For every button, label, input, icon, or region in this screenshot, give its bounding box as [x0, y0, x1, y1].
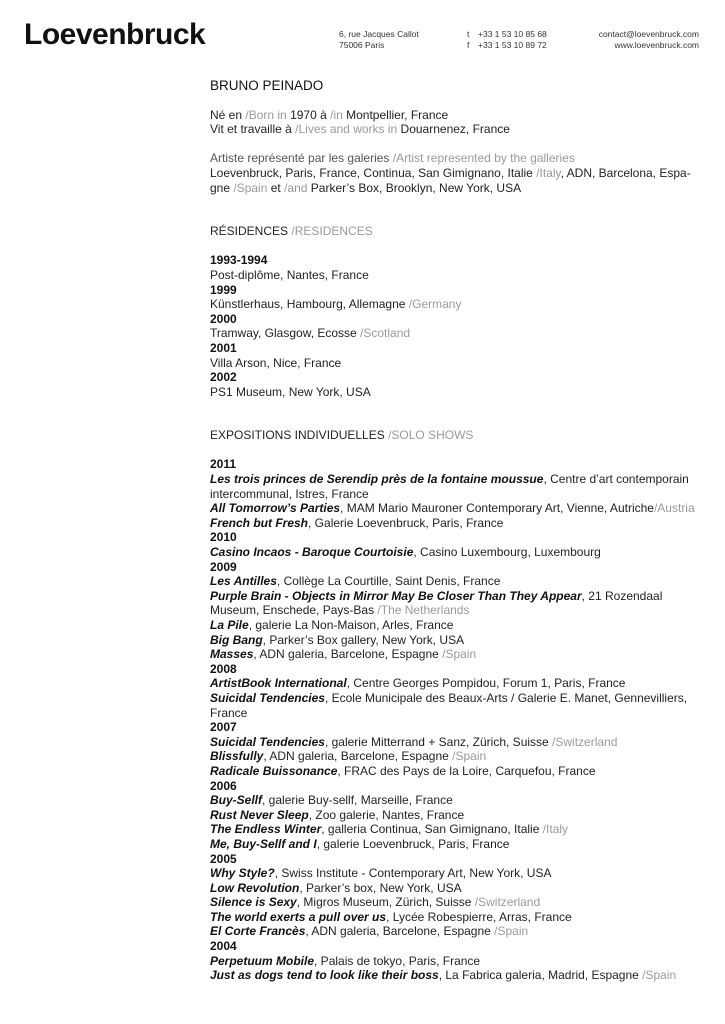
- exhibition-venue: , galerie Loevenbruck, Paris, France: [316, 836, 510, 851]
- galleries-and-en: /and: [284, 180, 308, 195]
- exhibition-entry: [210, 618, 702, 633]
- residence-text: Villa Arson, Nice, France: [210, 355, 342, 370]
- exhibition-entry: [210, 574, 702, 589]
- exhibition-venue: , Migros Museum, Zürich, Suisse: [296, 895, 475, 910]
- spacer: [210, 239, 702, 254]
- exhibition-title: Blissfully: [210, 749, 264, 764]
- phone-line: [467, 29, 547, 40]
- residence-year: 1999: [210, 282, 237, 297]
- exhibition-year: 2009: [210, 559, 237, 574]
- exhibition-year: 2007: [210, 720, 237, 735]
- bio-born-in-en: /in: [330, 107, 347, 122]
- exhibition-entry: [210, 545, 702, 560]
- header-contact: [599, 29, 699, 50]
- bio-born-year: 1970 à: [290, 107, 331, 122]
- header-address: [339, 29, 419, 50]
- residence-entry: [210, 385, 702, 400]
- exhibition-entry: [210, 589, 702, 618]
- exhibition-entry: [210, 822, 702, 837]
- exhibition-title: Purple Brain - Objects in Mirror May Be Closer Than They Appear: [210, 588, 582, 603]
- exhibition-entry: [210, 968, 702, 983]
- spacer: [210, 195, 702, 224]
- bio-lives-place: Douarnenez, France: [400, 122, 510, 137]
- exhibition-title: Les trois princes de Serendip près de la fontaine moussue: [210, 472, 544, 487]
- exhibition-entry: [210, 954, 702, 969]
- phone-prefix: t: [467, 29, 470, 39]
- residence-text: Post-diplôme, Nantes, France: [210, 267, 369, 282]
- galleries-et: et: [267, 180, 285, 195]
- exhibition-title: La Pile: [210, 618, 249, 632]
- solo-heading-en: /SOLO SHOWS: [388, 428, 474, 443]
- exhibition-venue: , galleria Continua, San Gimignano, Italie: [321, 822, 543, 837]
- exhibition-venue: , Zoo galerie, Nantes, France: [308, 807, 465, 822]
- exhibition-venue-en: /Spain: [442, 647, 477, 662]
- exhibition-entry: [210, 837, 702, 852]
- contact-email[interactable]: contact@loevenbruck.com: [598, 29, 699, 39]
- residence-year: 1993-1994: [210, 253, 268, 268]
- exhibition-title: The Endless Winter: [210, 822, 322, 837]
- residences-heading-en: /RESIDENCES: [291, 224, 373, 239]
- exhibition-entry: [210, 881, 702, 896]
- exhibition-entry: [210, 472, 702, 501]
- residence-text-en: /Scotland: [360, 326, 411, 341]
- exhibition-year: 2005: [210, 851, 237, 866]
- exhibition-venue: , 21 Rozendaal Museum, Enschede, Pays-Bas: [210, 588, 663, 618]
- exhibition-venue: , Centre Georges Pompidou, Forum 1, Paris, France: [346, 676, 626, 691]
- exhibition-entry: [210, 516, 702, 531]
- galleries-en: /Artist represented by the galleries: [392, 151, 575, 166]
- galleries-fr: Artiste représenté par les galeries: [210, 151, 393, 166]
- exhibition-venue: , La Fabrica galeria, Madrid, Espagne: [438, 968, 643, 983]
- cv-content: [210, 79, 702, 983]
- exhibition-venue: , Ecole Municipale des Beaux-Arts / Galerie E. Manet, Gennevilliers, France: [210, 690, 688, 720]
- residences-heading-fr: RÉSIDENCES: [210, 224, 292, 239]
- exhibition-year: 2011: [210, 457, 237, 472]
- solo-shows-list: [210, 457, 702, 982]
- exhibition-title: Suicidal Tendencies: [210, 734, 325, 749]
- exhibition-title: Big Bang: [210, 632, 263, 647]
- solo-heading-fr: EXPOSITIONS INDIVIDUELLES: [210, 428, 389, 443]
- exhibition-year: 2010: [210, 530, 237, 545]
- spacer: [210, 443, 702, 458]
- exhibition-venue: , galerie Mitterrand + Sanz, Zürich, Suisse: [324, 734, 553, 749]
- galleries-italy-en: /Italy: [536, 165, 561, 180]
- exhibition-venue: , Parker’s Box gallery, New York, USA: [262, 632, 465, 647]
- exhibition-entry: [210, 633, 702, 648]
- exhibition-title: Silence is Sexy: [210, 895, 297, 910]
- exhibition-year: 2006: [210, 778, 237, 793]
- fax-number: +33 1 53 10 89 72: [478, 39, 547, 50]
- galleries-a: Loevenbruck, Paris, France, Continua, San Gimignano, Italie: [210, 165, 537, 180]
- residence-year: 2002: [210, 370, 237, 385]
- exhibition-venue: , Centre d’art contemporain intercommunal, Istres, France: [210, 472, 689, 501]
- exhibition-entry: [210, 866, 702, 881]
- solo-shows-heading: [210, 428, 702, 443]
- artist-name: BRUNO PEINADO: [210, 78, 324, 93]
- exhibition-entry: [210, 895, 702, 910]
- exhibition-title: The world exerts a pull over us: [210, 909, 387, 924]
- exhibition-venue: , Lycée Robespierre, Arras, France: [386, 909, 572, 924]
- residence-entry: [210, 356, 702, 371]
- exhibition-venue: , galerie Buy-sellf, Marseille, France: [262, 793, 453, 808]
- exhibition-year: 2004: [210, 939, 237, 954]
- exhibition-venue-en: /The Netherlands: [377, 603, 470, 618]
- exhibition-title: Perpetuum Mobile: [210, 953, 315, 968]
- exhibition-venue-en: /Austria: [653, 501, 695, 516]
- exhibition-venue: , Casino Luxembourg, Luxembourg: [413, 545, 601, 560]
- exhibition-title: Me, Buy-Sellf and I: [210, 836, 317, 851]
- bio-lives-fr: Vit et travaille à: [210, 122, 296, 137]
- residence-text: PS1 Museum, New York, USA: [210, 384, 371, 399]
- exhibition-venue-en: /Switzerland: [552, 734, 618, 749]
- contact-website[interactable]: www.loevenbruck.com: [614, 39, 699, 50]
- exhibition-entry: [210, 910, 702, 925]
- exhibition-venue: , FRAC des Pays de la Loire, Carquefou, France: [337, 763, 596, 778]
- exhibition-venue: , Parker’s box, New York, USA: [299, 880, 462, 895]
- exhibition-title: El Corte Francès: [210, 924, 306, 939]
- exhibition-title: Why Style?: [210, 866, 275, 881]
- exhibition-venue: , ADN galeria, Barcelone, Espagne: [305, 924, 495, 939]
- address-line: 75006 Paris: [339, 39, 385, 50]
- galleries-b: , ADN, Barcelona, Espa-: [560, 165, 691, 180]
- header-phone: [467, 29, 547, 50]
- exhibition-venue-en: /Spain: [642, 968, 677, 983]
- exhibition-entry: [210, 647, 702, 662]
- bio-born-place: Montpellier, France: [346, 107, 449, 122]
- exhibition-entry: [210, 749, 702, 764]
- exhibition-title: Buy-Sellf: [210, 793, 263, 808]
- exhibition-title: Casino Incaos - Baroque Courtoisie: [210, 545, 414, 560]
- residences-list: [210, 253, 702, 399]
- exhibition-title: Suicidal Tendencies: [210, 690, 325, 705]
- exhibition-year: 2008: [210, 661, 237, 676]
- spacer: [210, 399, 702, 428]
- exhibition-title: All Tomorrow’s Parties: [210, 501, 341, 516]
- exhibition-title: Just as dogs tend to look like their boss: [210, 968, 439, 983]
- exhibition-venue: , Swiss Institute - Contemporary Art, New York, USA: [274, 866, 552, 881]
- exhibition-title: French but Fresh: [210, 515, 309, 530]
- fax-line: [467, 40, 547, 51]
- exhibition-entry: [210, 676, 702, 691]
- residence-text: Tramway, Glasgow, Ecosse: [210, 326, 361, 341]
- bio-galleries-list: [210, 166, 702, 195]
- galleries-c: gne: [210, 180, 234, 195]
- address-line: 6, rue Jacques Callot: [339, 29, 419, 39]
- exhibition-title: Les Antilles: [210, 574, 277, 589]
- exhibition-venue: , galerie La Non-Maison, Arles, France: [248, 618, 454, 632]
- exhibition-entry: [210, 735, 702, 750]
- exhibition-entry: [210, 764, 702, 779]
- bio-born: [210, 108, 702, 123]
- exhibition-venue-en: /Spain: [452, 749, 487, 764]
- exhibition-venue: , Collège La Courtille, Saint Denis, France: [276, 574, 501, 589]
- galleries-d: Parker’s Box, Brooklyn, New York, USA: [307, 180, 522, 195]
- phone-number: +33 1 53 10 85 68: [478, 29, 547, 39]
- exhibition-title: Rust Never Sleep: [210, 807, 309, 822]
- exhibition-entry: [210, 793, 702, 808]
- residence-entry: [210, 326, 702, 341]
- bio-galleries-intro: [210, 151, 702, 166]
- exhibition-venue-en: /Spain: [494, 924, 529, 939]
- residence-year: 2000: [210, 311, 237, 326]
- bio-born-en: /Born in: [245, 107, 291, 122]
- exhibition-entry: [210, 808, 702, 823]
- galleries-spain-en: /Spain: [233, 180, 268, 195]
- fax-prefix: f: [467, 39, 470, 50]
- exhibition-venue: , Palais de tokyo, Paris, France: [314, 953, 481, 968]
- exhibition-entry: [210, 924, 702, 939]
- exhibition-title: ArtistBook International: [210, 676, 347, 691]
- exhibition-venue: , ADN galeria, Barcelone, Espagne: [253, 647, 443, 662]
- gallery-logo: Loevenbruck: [24, 18, 206, 51]
- exhibition-title: Low Revolution: [210, 880, 300, 895]
- bio-born-fr: Né en: [210, 107, 246, 122]
- exhibition-venue-en: /Switzerland: [474, 895, 541, 910]
- exhibition-venue: , ADN galeria, Barcelone, Espagne: [263, 749, 453, 764]
- bio-lives: [210, 122, 702, 137]
- spacer: [210, 137, 702, 152]
- bio-lives-en: /Lives and works in: [295, 122, 401, 137]
- exhibition-venue-en: /Italy: [542, 822, 569, 837]
- exhibition-venue: , MAM Mario Mauroner Contemporary Art, Vienne, Autriche: [340, 501, 654, 516]
- residence-year: 2001: [210, 340, 237, 355]
- exhibition-entry: [210, 501, 702, 516]
- exhibition-title: Masses: [210, 647, 254, 662]
- residence-entry: [210, 297, 702, 312]
- residences-heading: [210, 224, 702, 239]
- residence-text: Künstlerhaus, Hambourg, Allemagne: [210, 297, 409, 312]
- residence-entry: [210, 268, 702, 283]
- exhibition-title: Radicale Buissonance: [210, 763, 338, 778]
- exhibition-entry: [210, 691, 702, 720]
- exhibition-venue: , Galerie Loevenbruck, Paris, France: [308, 515, 504, 530]
- residence-text-en: /Germany: [408, 297, 462, 312]
